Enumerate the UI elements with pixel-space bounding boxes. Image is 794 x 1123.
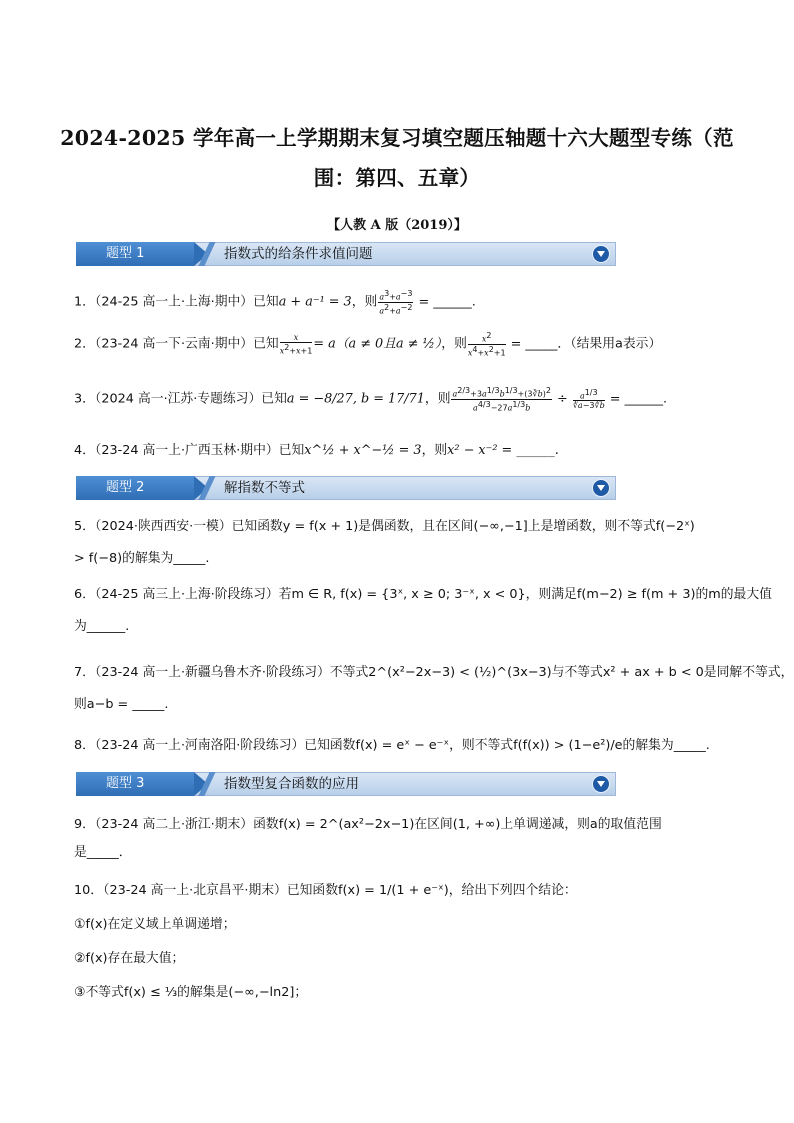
question-2 [74, 331, 724, 357]
q10-conclusion-1: ①f(x)在定义域上单调递增； [74, 917, 236, 932]
section-tag: 题型 2 [76, 476, 194, 500]
chevron-down-icon[interactable] [592, 775, 610, 793]
q4-pre: 4．（23-24 高一上·广西玉林·期中）已知 [74, 443, 305, 458]
edition-label: 【人教 A 版（2019）】 [327, 218, 467, 233]
question-8 [74, 735, 724, 757]
q4-mid: ，则 [421, 443, 448, 458]
q9-line-1: 9．（23-24 高二上·浙江·期末）函数f(x) = 2^(ax²−2x−1)在区间(1, +∞)上单调递减，则a的取值范围 [74, 817, 662, 832]
q4-post: x² − x⁻² = ______. [447, 443, 559, 458]
q8-line-1: 8．（23-24 高一上·河南洛阳·阶段练习）已知函数f(x) = eˣ − e⁻ˣ，则不等式f(f(x)) > (1−e²)/e的解集为_____. [74, 738, 710, 753]
q3-math: a = −8/27, b = 17/71 [286, 391, 425, 407]
question-7 [74, 662, 794, 716]
q1-pre: 1．（24-25 高一上·上海·期中）已知 [74, 294, 279, 310]
section-header-1[interactable] [76, 242, 616, 266]
q2-post: = _____．（结果用a表示） [506, 336, 662, 352]
q3-post: = ______. [605, 391, 668, 407]
q10-conclusion-2: ②f(x)存在最大值； [74, 951, 185, 966]
q1-fraction: $\frac{a^3+a^{-3}}{a^2+a^{-2}}$ [379, 289, 413, 316]
q3-mid: ，则 [424, 391, 451, 407]
question-5 [74, 516, 724, 570]
chevron-down-icon[interactable] [592, 245, 610, 263]
question-4 [74, 440, 724, 462]
title-line-2: 围：第四、五章） [313, 166, 481, 190]
title-line-1: 2024-2025 学年高一上学期期末复习填空题压轴题十六大题型专练（范 [60, 126, 734, 150]
q6-line-1: 6．（24-25 高三上·上海·阶段练习）若m ∈ R, f(x) = {3ˣ, x ≥ 0; 3⁻ˣ, x < 0}，则满足f(m−2) ≥ f(m + 3)的m的最大值 [74, 587, 772, 602]
section-header-3[interactable] [76, 772, 616, 796]
question-9 [74, 814, 724, 864]
q5-line-1: 5．（2024·陕西西安·一模）已知函数y = f(x + 1)是偶函数，且在区间(−∞,−1]上是增函数，则不等式f(−2ˣ) [74, 519, 695, 534]
question-1 [74, 289, 724, 315]
question-3: 3．（2024 高一·江苏·专题练习）已知a = −8/27, b = 17/71，则 $\frac{a^{2/3}+3a^{1/3}b^{1/3}+(3∛b)^2}{a^{4/3}-27a^{1/3}b}$ ÷ $\frac{a^{1/3}}{∛a-3∛b}$ = ______. [74, 386, 668, 413]
q4-math: x^½ + x^−½ = 3 [304, 443, 422, 458]
section-header-2[interactable] [76, 476, 616, 500]
q10-conclusion-3: ③不等式f(x) ≤ ⅓的解集是(−∞,−ln2]； [74, 985, 308, 1000]
q3-fraction-b: $\frac{a^{1/3}}{∛a-3∛b}$ [572, 387, 605, 411]
q2-fraction-a: $\frac{x}{x^2+x+1}$ [279, 332, 313, 356]
q2-pre: 2．（23-24 高一下·云南·期中）已知 [74, 336, 279, 352]
q2-math: = a（a ≠ 0且a ≠ ½） [313, 336, 442, 352]
section-tag: 题型 3 [76, 772, 194, 796]
section-title: 指数型复合函数的应用 [224, 776, 359, 792]
q7-line-1: 7．（23-24 高一上·新疆乌鲁木齐·阶段练习）不等式2^(x²−2x−3) < (½)^(3x−3)与不等式x² + ax + b < 0是同解不等式， [74, 665, 794, 680]
section-tag: 题型 1 [76, 242, 194, 266]
q6-line-2: 为______. [74, 619, 130, 634]
q7-line-2: 则a−b = _____. [74, 697, 169, 712]
q3-fraction-a: $\frac{a^{2/3}+3a^{1/3}b^{1/3}+(3∛b)^2}{a^{4/3}-27a^{1/3}b}$ [452, 386, 551, 413]
q9-line-2: 是_____． [74, 845, 132, 860]
q5-line-2: > f(−8)的解集为_____. [74, 551, 210, 566]
q10-line-1: 10．（23-24 高一上·北京昌平·期末）已知函数f(x) = 1/(1 + e⁻ˣ)，给出下列四个结论： [74, 883, 577, 898]
q2-mid: ，则 [441, 336, 467, 352]
question-6 [74, 584, 772, 638]
q1-post: = ______. [414, 294, 476, 310]
section-title: 解指数不等式 [224, 480, 305, 496]
chevron-down-icon[interactable] [592, 479, 610, 497]
q2-fraction-b: $\frac{x^2}{x^4+x^2+1}$ [467, 331, 506, 358]
q1-mid: ，则 [351, 294, 378, 310]
question-10 [74, 880, 724, 1004]
section-title: 指数式的给条件求值问题 [224, 246, 373, 262]
q1-math: a + a⁻¹ = 3 [278, 294, 352, 310]
q3-pre: 3．（2024 高一·江苏·专题练习）已知 [74, 391, 287, 407]
document-title [60, 118, 734, 198]
